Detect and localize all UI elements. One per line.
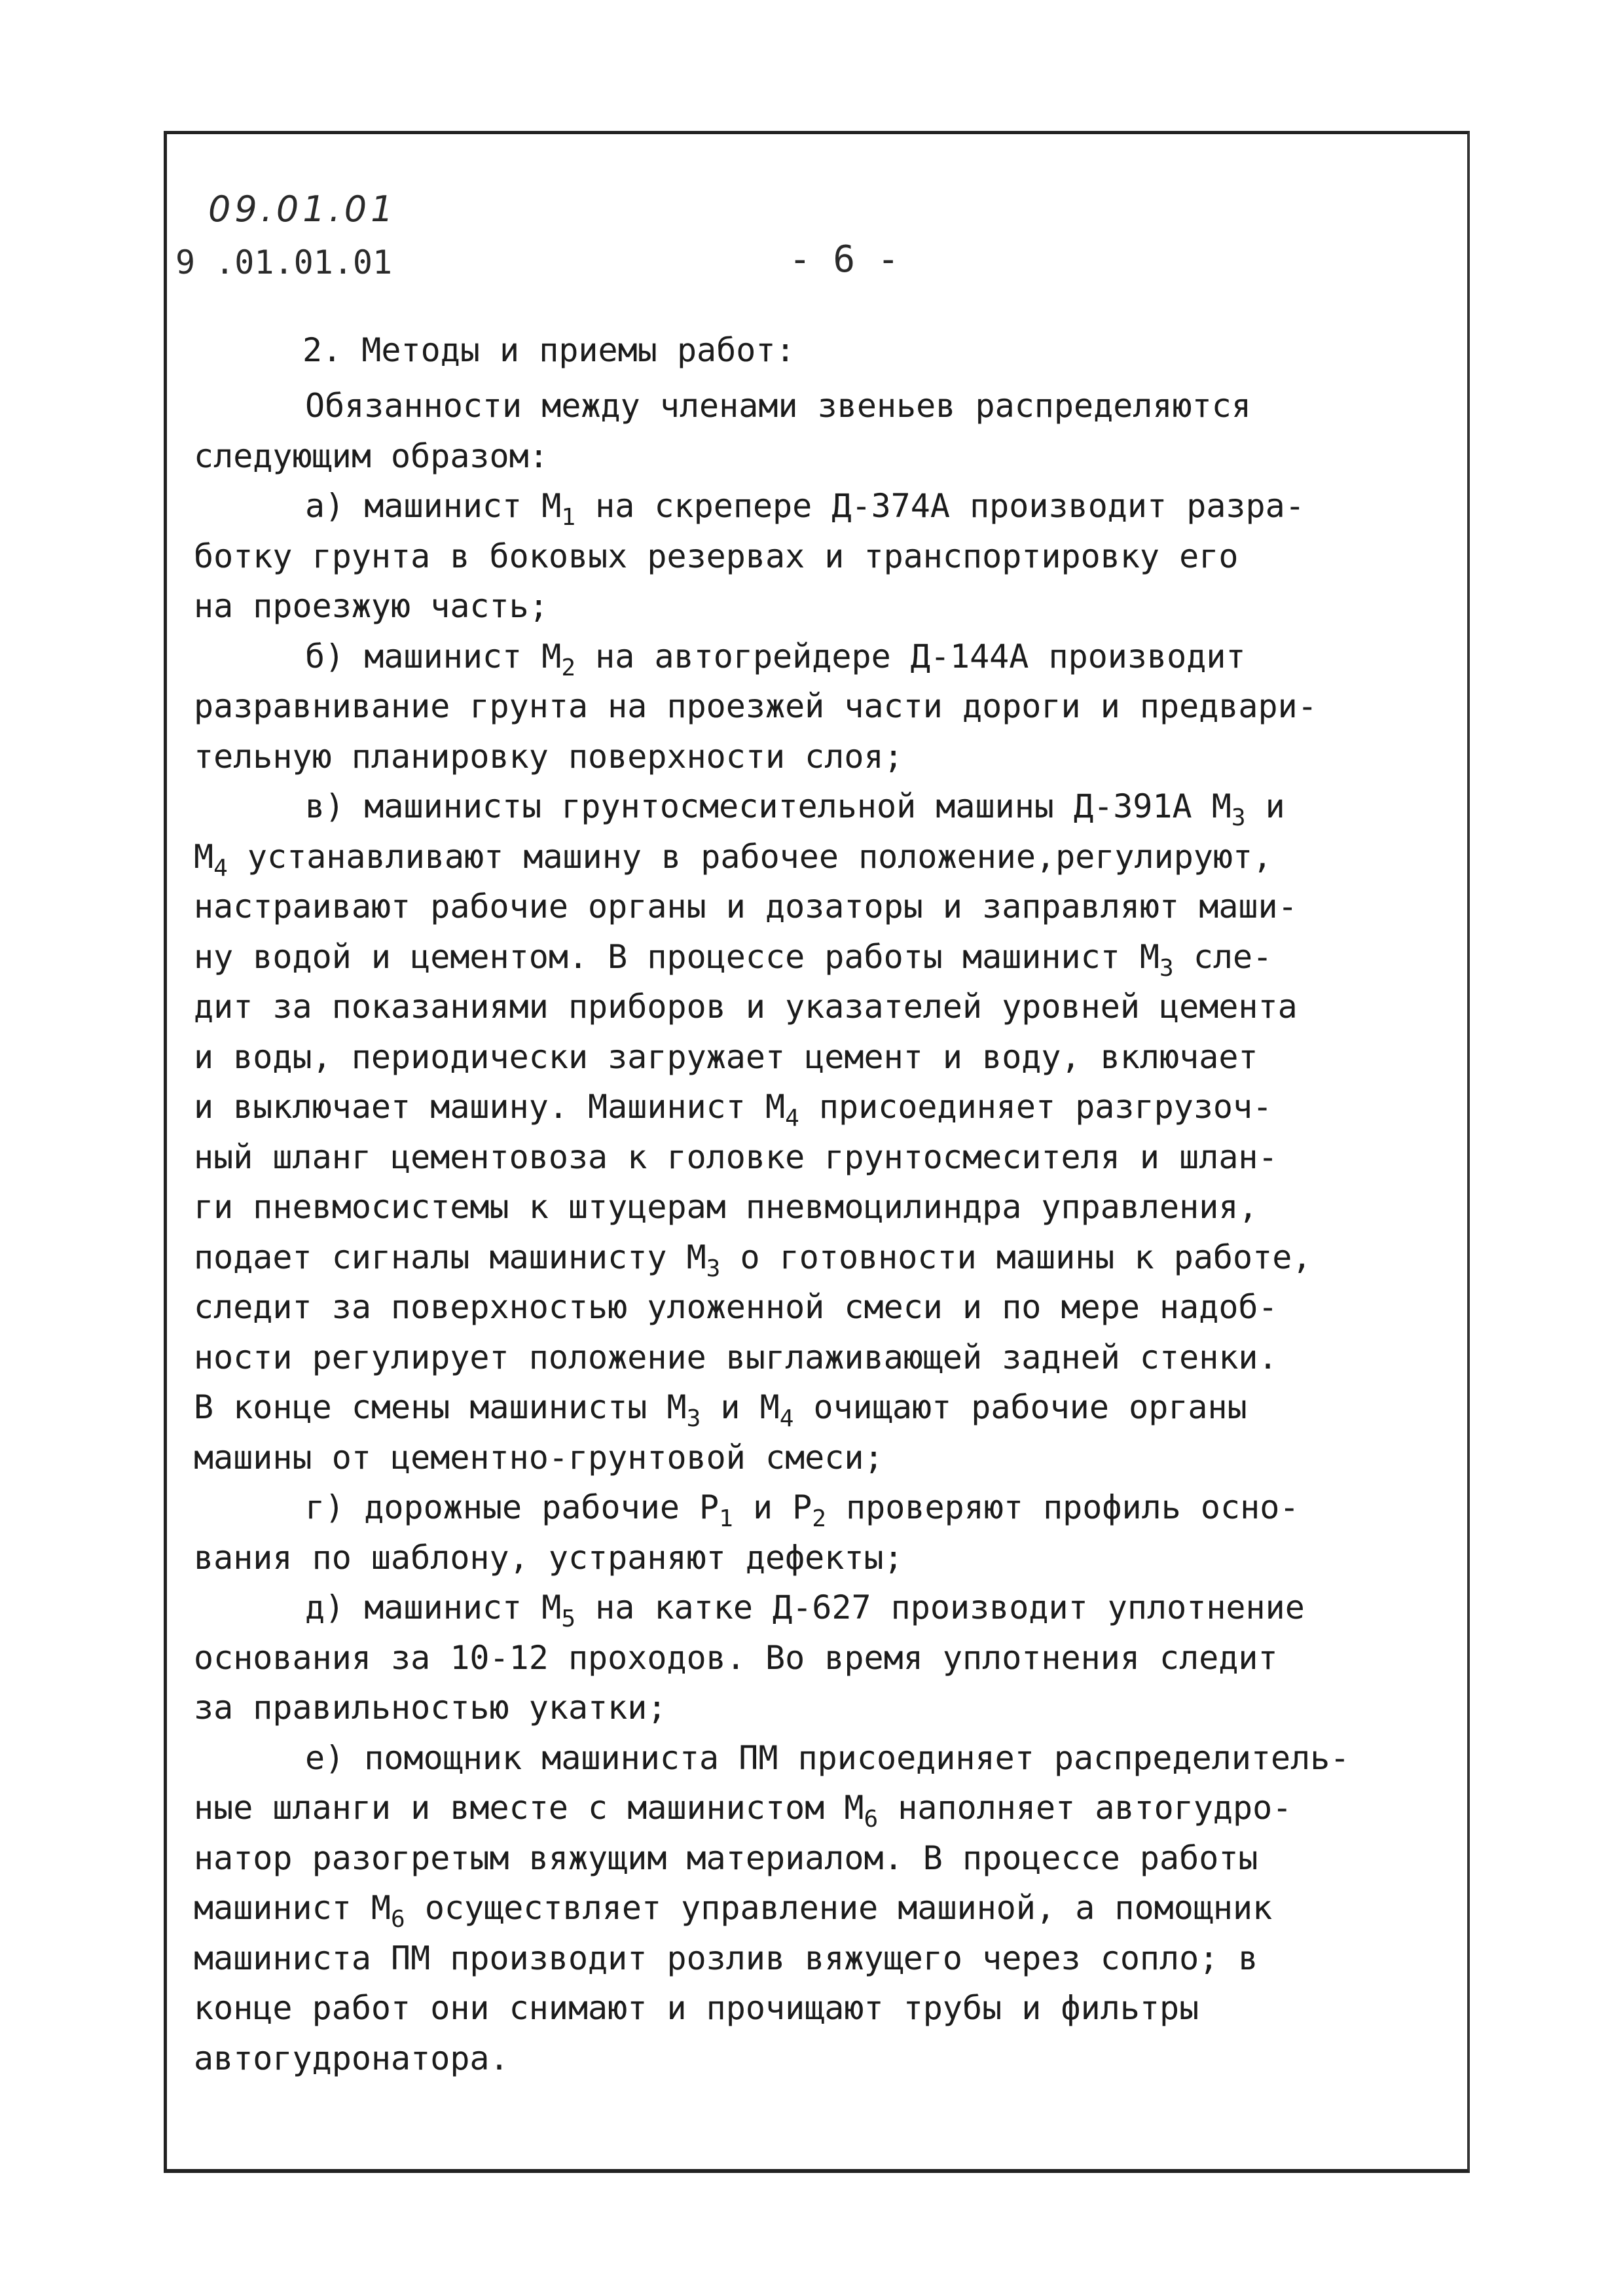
text-line: следующим образом:: [194, 437, 549, 475]
text-line: ности регулирует положение выглаживающей задней стенки.: [194, 1338, 1278, 1376]
text-line: ну водой и цементом. В процессе работы машинист $М_3$ сле-: [194, 937, 1273, 982]
handwritten-document-code: 09.01.01: [208, 188, 397, 230]
text-line: вания по шаблону, устраняют дефекты;: [194, 1538, 903, 1577]
text-line: машиниста ПМ производит розлив вяжущего через сопло; в: [194, 1939, 1258, 1977]
text-line: Обязанности между членами звеньев распределяются: [305, 387, 1251, 425]
text-line: тельную планировку поверхности слоя;: [194, 737, 903, 776]
text-line: д) машинист $М_5$ на катке Д-627 производит уплотнение: [305, 1588, 1305, 1632]
text-line: разравнивание грунта на проезжей части дороги и предвари-: [194, 687, 1317, 725]
text-line: г) дорожные рабочие $Р_1$ и $Р_2$ проверяют профиль осно-: [305, 1488, 1300, 1532]
text-line: следит за поверхностью уложенной смеси и по мере надоб-: [194, 1288, 1278, 1326]
text-line: автогудронатора.: [194, 2039, 509, 2077]
text-line: ный шланг цементовоза к головке грунтосмесителя и шлан-: [194, 1138, 1278, 1176]
text-line: машины от цементно-грунтовой смеси;: [194, 1438, 884, 1477]
text-line: ботку грунта в боковых резервах и транспортировку его: [194, 537, 1239, 575]
text-line: е) помощник машиниста ПМ присоединяет распределитель-: [305, 1738, 1350, 1777]
section-heading: 2. Методы и приемы работ:: [302, 331, 795, 369]
body-text: [194, 381, 1457, 2083]
text-line: дит за показаниями приборов и указателей уровней цемента: [194, 988, 1298, 1026]
text-line: натор разогретым вяжущим материалом. В процессе работы: [194, 1839, 1258, 1877]
text-line: машинист $М_6$ осуществляет управление машиной, а помощник: [194, 1889, 1273, 1933]
text-line: подает сигналы машинисту $М_3$ о готовности машины к работе,: [194, 1238, 1312, 1282]
text-line: а) машинист $М_1$ на скрепере Д-374А производит разра-: [305, 487, 1305, 531]
text-line: В конце смены машинисты $М_3$ и $М_4$ очищают рабочие органы: [194, 1388, 1247, 1432]
text-line: б) машинист $М_2$ на автогрейдере Д-144А производит: [305, 637, 1246, 681]
text-line: основания за 10-12 проходов. Во время уплотнения следит: [194, 1638, 1278, 1677]
text-line: в) машинисты грунтосмесительной машины Д-391А $М_3$ и: [305, 787, 1285, 831]
text-line: настраивают рабочие органы и дозаторы и заправляют маши-: [194, 888, 1298, 925]
text-line: конце работ они снимают и прочищают трубы и фильтры: [194, 1989, 1199, 2027]
text-line: ные шланги и вместе с машинистом $М_6$ наполняет автогудро-: [194, 1789, 1292, 1833]
page-number: - 6 -: [789, 238, 900, 281]
text-line: на проезжую часть;: [194, 587, 549, 625]
text-line: и выключает машину. Машинист $М_4$ присоединяет разгрузоч-: [194, 1088, 1273, 1132]
text-line: ги пневмосистемы к штуцерам пневмоцилиндра управления,: [194, 1188, 1258, 1226]
text-line: и воды, периодически загружает цемент и воду, включает: [194, 1037, 1258, 1076]
text-line: за правильностью укатки;: [194, 1689, 667, 1727]
text-line: $М_4$ устанавливают машину в рабочее положение,регулируют,: [194, 837, 1273, 882]
document-code: 9 .01.01.01: [175, 243, 393, 281]
